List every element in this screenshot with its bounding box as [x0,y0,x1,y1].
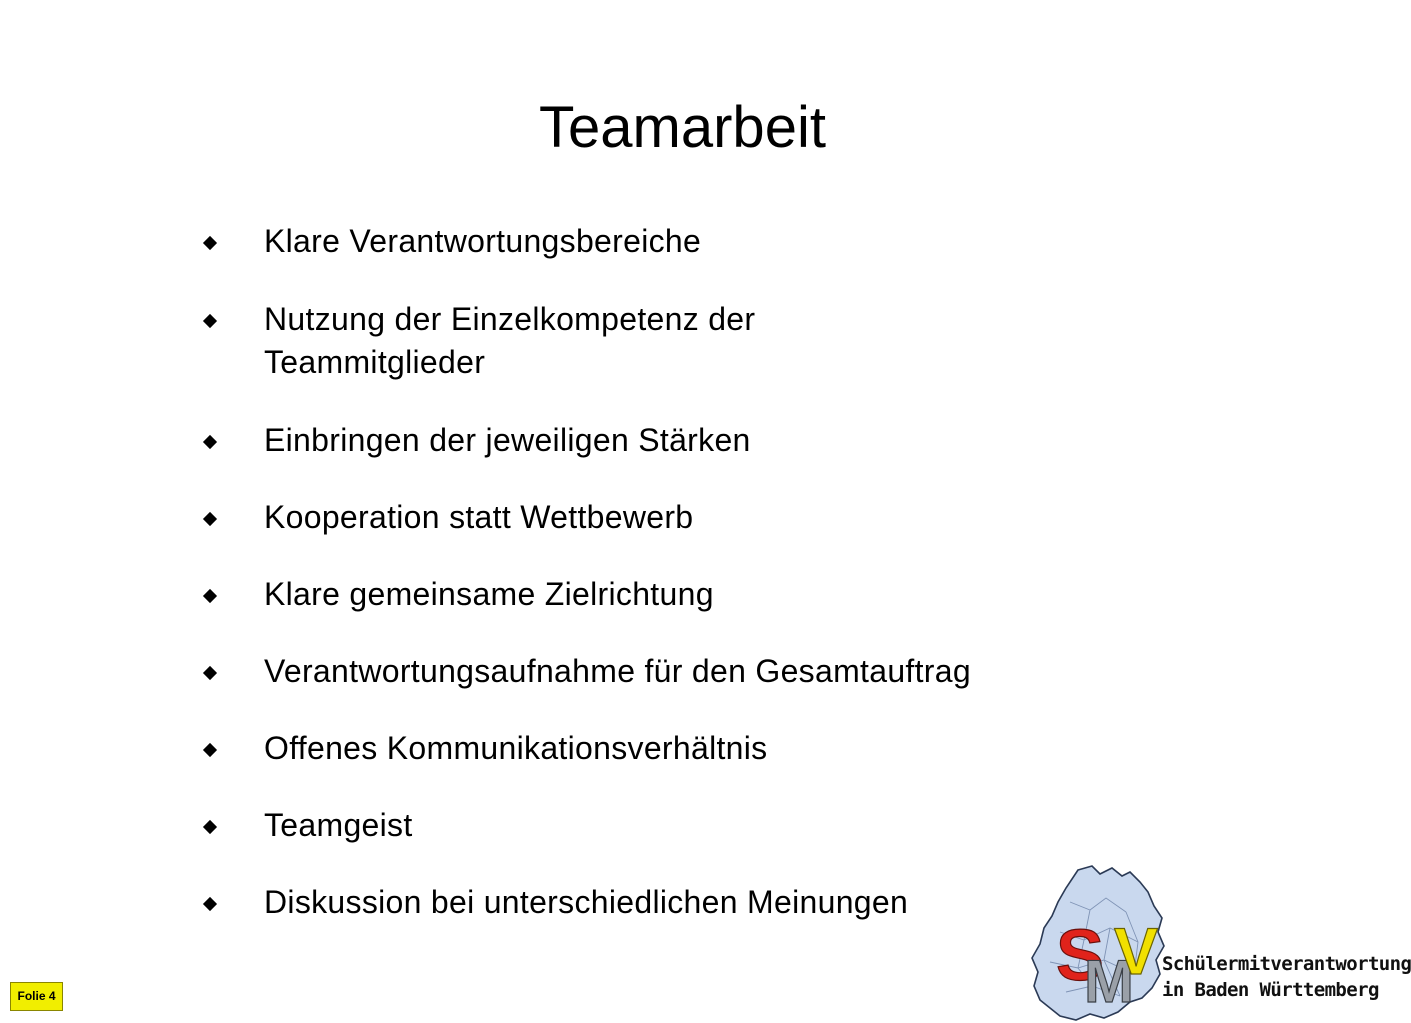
diamond-bullet-icon [203,512,217,526]
diamond-bullet-icon [203,897,217,911]
diamond-bullet-icon [203,589,217,603]
bullet-text: Diskussion bei unterschiedlichen Meinungen [264,884,909,920]
slide-title: Teamarbeit [539,95,826,160]
slide-number-badge: Folie 4 [10,982,63,1011]
logo-text-line2: in Baden Württemberg [1162,979,1379,1001]
diamond-bullet-icon [203,236,217,250]
bullet-text: Teamgeist [264,807,413,843]
logo-letter-v: V [1114,914,1159,988]
diamond-bullet-icon [203,820,217,834]
logo-letter-m: M [1084,948,1134,1015]
diamond-bullet-icon [203,314,217,328]
bullet-text: Einbringen der jeweiligen Stärken [264,422,751,458]
bullet-text: Klare gemeinsame Zielrichtung [264,576,714,612]
baden-wuerttemberg-map-icon [1030,862,1165,1022]
diamond-bullet-icon [203,435,217,449]
logo-text-line1: Schülermitverantwortung [1162,953,1411,975]
diamond-bullet-icon [203,666,217,680]
bullet-text: Offenes Kommunikationsverhältnis [264,730,768,766]
bullet-text: Verantwortungsaufnahme für den Gesamtauftrag [264,653,971,689]
logo-letter-s: S [1056,916,1105,996]
diamond-bullet-icon [203,743,217,757]
bullet-text: Nutzung der Einzelkompetenz der Teammitglieder [264,301,756,380]
smv-logo [1030,862,1411,1022]
bullet-text: Kooperation statt Wettbewerb [264,499,694,535]
bullet-text: Klare Verantwortungsbereiche [264,223,702,259]
